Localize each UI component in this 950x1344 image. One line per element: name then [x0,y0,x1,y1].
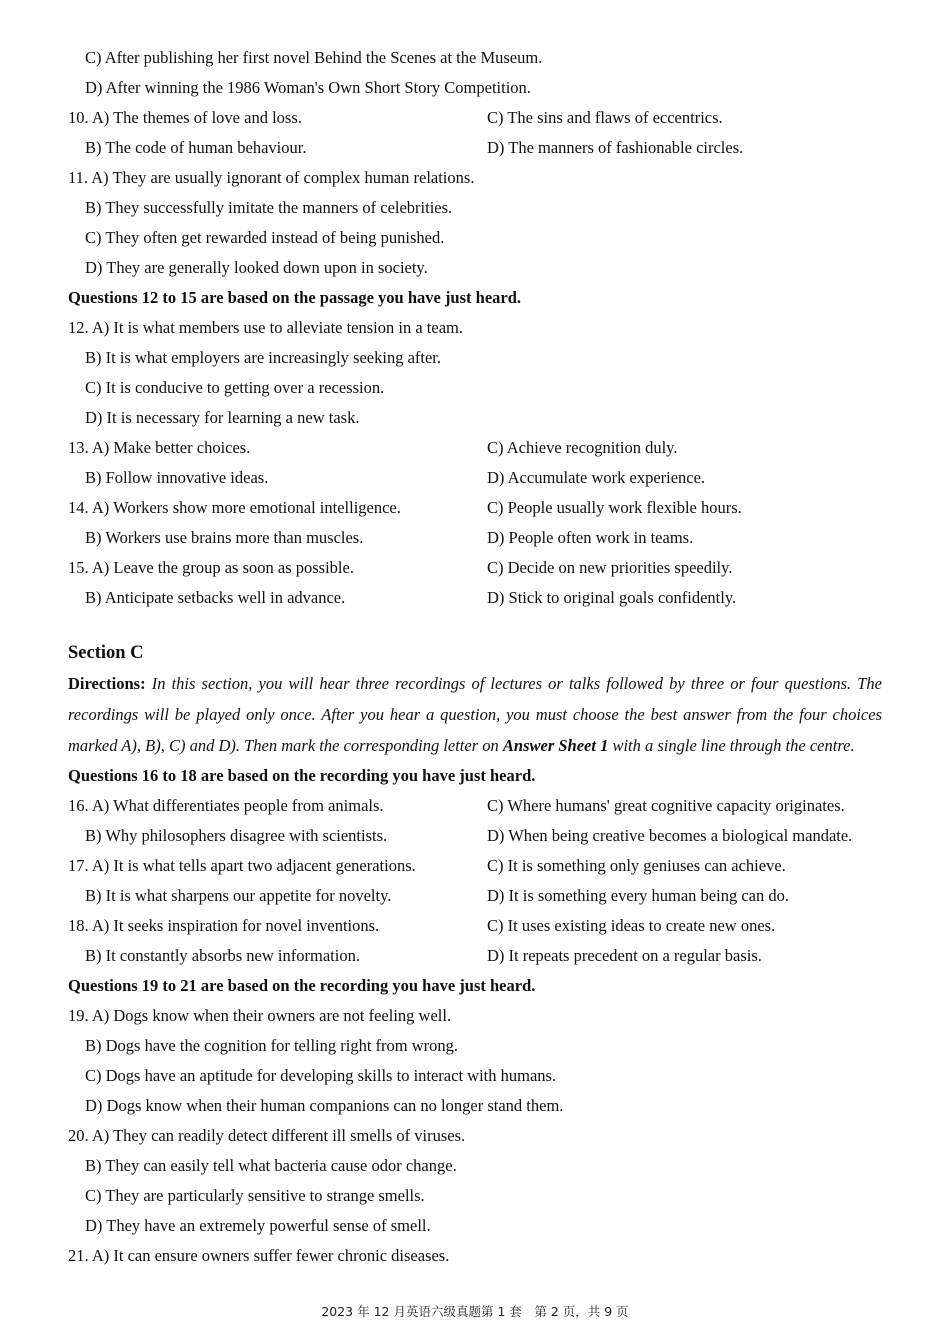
q15-row-2 [68,583,882,613]
q9-option-d: D) After winning the 1986 Woman's Own Short Story Competition. [85,78,531,97]
directions-text-1: In this section, you will hear three recordings of lectures or talks followed by three or four questions. The recordings will be played only once. After you hear a question, you must choose the best answer from the four choices marked A), B), C) and D). Then mark the corresponding letter on [68,674,883,755]
exam-page [68,43,882,1271]
q10-option-c: C) The sins and flaws of eccentrics. [487,108,723,127]
q20-option-c: C) They are particularly sensitive to strange smells. [85,1186,425,1205]
q14-option-b: B) Workers use brains more than muscles. [85,528,364,547]
q10-option-d: D) The manners of fashionable circles. [487,138,744,157]
q14-option-d: D) People often work in teams. [487,528,694,547]
q19-option-b: B) Dogs have the cognition for telling right from wrong. [85,1036,459,1055]
q15-row-1 [68,553,882,583]
q12-option-c: C) It is conducive to getting over a recession. [85,378,385,397]
questions-19-21-header: Questions 19 to 21 are based on the recording you have just heard. [68,976,536,995]
q9-option-c: C) After publishing her first novel Behind the Scenes at the Museum. [85,48,543,67]
q10-row-1 [68,103,882,133]
q17-row-1 [68,851,882,881]
q12-option-a: 12. A) It is what members use to alleviate tension in a team. [68,318,463,337]
q13-option-c: C) Achieve recognition duly. [487,438,678,457]
q18-option-d: D) It repeats precedent on a regular basis. [487,946,762,965]
q17-option-d: D) It is something every human being can do. [487,886,789,905]
q15-option-c: C) Decide on new priorities speedily. [487,558,733,577]
q11-option-a: 11. A) They are usually ignorant of complex human relations. [68,168,475,187]
q15-option-a: 15. A) Leave the group as soon as possible. [68,558,354,577]
q15-option-b: B) Anticipate setbacks well in advance. [85,588,346,607]
questions-16-18-header: Questions 16 to 18 are based on the recording you have just heard. [68,766,536,785]
q18-option-b: B) It constantly absorbs new information. [85,946,360,965]
q12-option-d: D) It is necessary for learning a new task. [85,408,360,427]
section-c-title: Section C [68,643,144,663]
q10-option-a: 10. A) The themes of love and loss. [68,108,302,127]
q20-option-d: D) They have an extremely powerful sense of smell. [85,1216,431,1235]
answer-sheet-ref: Answer Sheet 1 [502,736,609,755]
q13-row-1 [68,433,882,463]
q20-option-b: B) They can easily tell what bacteria cause odor change. [85,1156,457,1175]
q11-option-c: C) They often get rewarded instead of being punished. [85,228,445,247]
q14-row-2 [68,523,882,553]
section-c-directions [68,668,882,761]
q10-row-2 [68,133,882,163]
q16-option-b: B) Why philosophers disagree with scientists. [85,826,388,845]
q14-option-c: C) People usually work flexible hours. [487,498,742,517]
q16-row-1 [68,791,882,821]
q19-option-c: C) Dogs have an aptitude for developing skills to interact with humans. [85,1066,557,1085]
q11-option-d: D) They are generally looked down upon in society. [85,258,428,277]
q16-option-c: C) Where humans' great cognitive capacity originates. [487,796,845,815]
q11-option-b: B) They successfully imitate the manners of celebrities. [85,198,453,217]
q19-option-a: 19. A) Dogs know when their owners are not feeling well. [68,1006,452,1025]
directions-label: Directions: [68,674,146,693]
q14-option-a: 14. A) Workers show more emotional intelligence. [68,498,401,517]
page-footer: 2023 年 12 月英语六级真题第 1 套 第 2 页，共 9 页 [321,1304,629,1319]
q18-option-c: C) It uses existing ideas to create new ones. [487,916,776,935]
q17-row-2 [68,881,882,911]
q17-option-c: C) It is something only geniuses can achieve. [487,856,786,875]
q16-option-d: D) When being creative becomes a biological mandate. [487,826,853,845]
q16-option-a: 16. A) What differentiates people from animals. [68,796,384,815]
q14-row-1 [68,493,882,523]
directions-text-2: with a single line through the centre. [612,736,855,755]
questions-12-15-header: Questions 12 to 15 are based on the passage you have just heard. [68,288,522,307]
q16-row-2 [68,821,882,851]
q19-option-d: D) Dogs know when their human companions can no longer stand them. [85,1096,564,1115]
q18-row-1 [68,911,882,941]
q13-row-2 [68,463,882,493]
q10-option-b: B) The code of human behaviour. [85,138,307,157]
q18-option-a: 18. A) It seeks inspiration for novel inventions. [68,916,380,935]
q13-option-b: B) Follow innovative ideas. [85,468,269,487]
q13-option-a: 13. A) Make better choices. [68,438,251,457]
q20-option-a: 20. A) They can readily detect different ill smells of viruses. [68,1126,466,1145]
q15-option-d: D) Stick to original goals confidently. [487,588,737,607]
q17-option-b: B) It is what sharpens our appetite for novelty. [85,886,392,905]
q17-option-a: 17. A) It is what tells apart two adjacent generations. [68,856,416,875]
q12-option-b: B) It is what employers are increasingly seeking after. [85,348,442,367]
q21-option-a: 21. A) It can ensure owners suffer fewer chronic diseases. [68,1246,450,1265]
q13-option-d: D) Accumulate work experience. [487,468,706,487]
q18-row-2 [68,941,882,971]
